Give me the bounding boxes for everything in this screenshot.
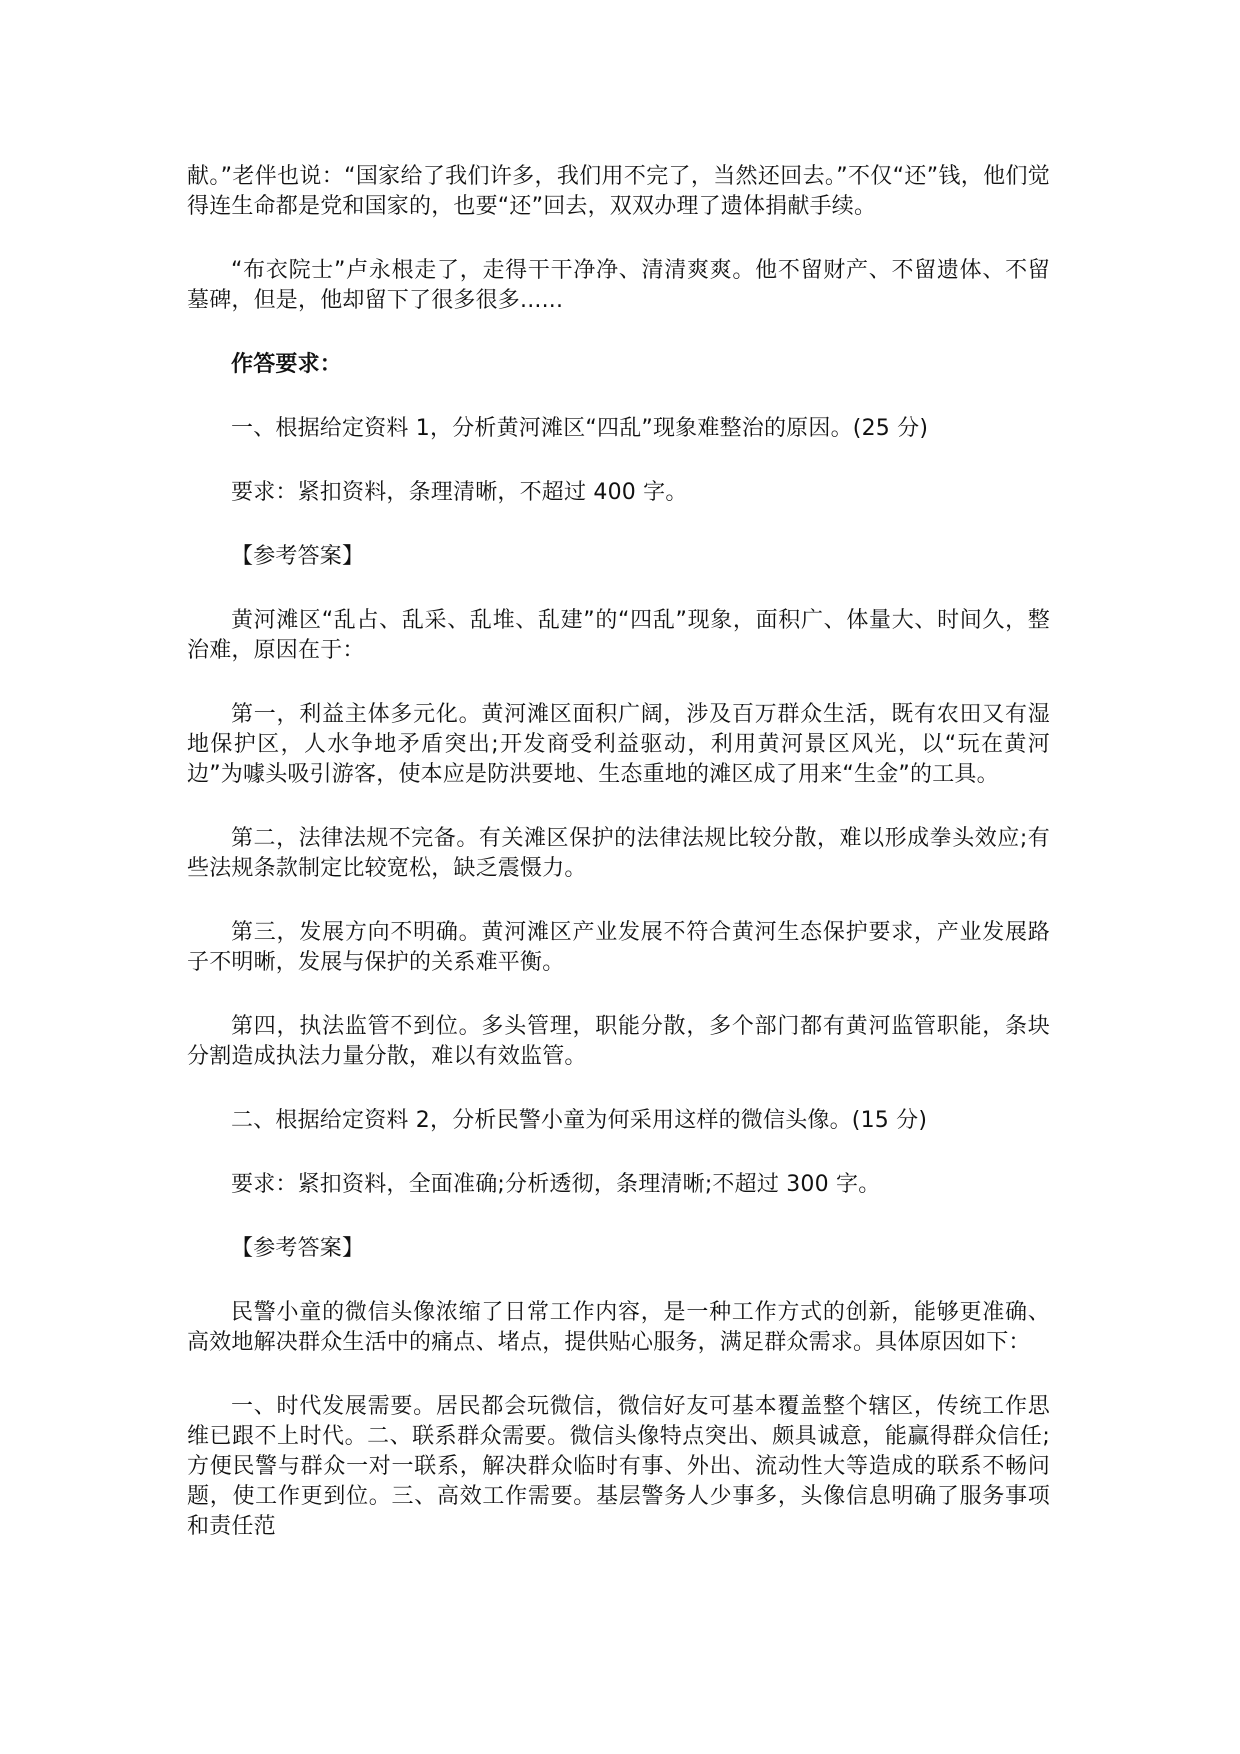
reference-answer-heading-2: 【参考答案】 (231, 1236, 365, 1261)
question-2: 二、根据给定资料 2，分析民警小童为何采用这样的微信头像。(15 分) (231, 1108, 928, 1133)
answer-2-intro: 民警小童的微信头像浓缩了日常工作内容，是一种工作方式的创新，能够更准确、高效地解决群众生活中的痛点、堵点，提供贴心服务，满足群众需求。具体原因如下： (187, 1300, 1050, 1355)
question-2-requirement: 要求：紧扣资料，全面准确;分析透彻，条理清晰;不超过 300 字。 (231, 1172, 881, 1197)
question-1: 一、根据给定资料 1，分析黄河滩区“四乱”现象难整治的原因。(25 分) (231, 416, 929, 441)
reference-answer-heading-1: 【参考答案】 (231, 544, 365, 569)
question-1-requirement: 要求：紧扣资料，条理清晰，不超过 400 字。 (231, 480, 688, 505)
paragraph-continuation: 献。”老伴也说：“国家给了我们许多，我们用不完了，当然还回去。”不仅“还”钱，他们觉得连生命都是党和国家的，也要“还”回去，双双办理了遗体捐献手续。 (187, 164, 1050, 219)
answer-1-point-3: 第三，发展方向不明确。黄河滩区产业发展不符合黄河生态保护要求，产业发展路子不明晰，发展与保护的关系难平衡。 (187, 920, 1050, 975)
document-page (187, 162, 1050, 1542)
answer-1-point-2: 第二，法律法规不完备。有关滩区保护的法律法规比较分散，难以形成拳头效应;有些法规条款制定比较宽松，缺乏震慑力。 (187, 826, 1050, 881)
answer-1-intro: 黄河滩区“乱占、乱采、乱堆、乱建”的“四乱”现象，面积广、体量大、时间久，整治难，原因在于： (187, 608, 1050, 663)
answer-1-point-4: 第四，执法监管不到位。多头管理，职能分散，多个部门都有黄河监管职能，条块分割造成执法力量分散，难以有效监管。 (187, 1014, 1050, 1069)
section-heading-requirements: 作答要求： (231, 352, 343, 377)
paragraph-lu-yonggen: “布衣院士”卢永根走了，走得干干净净、清清爽爽。他不留财产、不留遗体、不留墓碑，但是，他却留下了很多很多...... (187, 258, 1050, 313)
answer-2-points: 一、时代发展需要。居民都会玩微信，微信好友可基本覆盖整个辖区，传统工作思维已跟不上时代。二、联系群众需要。微信头像特点突出、颇具诚意，能赢得群众信任;方便民警与群众一对一联系，解决群众临时有事、外出、流动性大等造成的联系不畅问题，使工作更到位。三、高效工作需要。基层警务人少事多，头像信息明确了服务事项和责任范 (187, 1394, 1050, 1539)
answer-1-point-1: 第一，利益主体多元化。黄河滩区面积广阔，涉及百万群众生活，既有农田又有湿地保护区，人水争地矛盾突出;开发商受利益驱动，利用黄河景区风光，以“玩在黄河边”为噱头吸引游客，使本应是防洪要地、生态重地的滩区成了用来“生金”的工具。 (187, 702, 1050, 787)
